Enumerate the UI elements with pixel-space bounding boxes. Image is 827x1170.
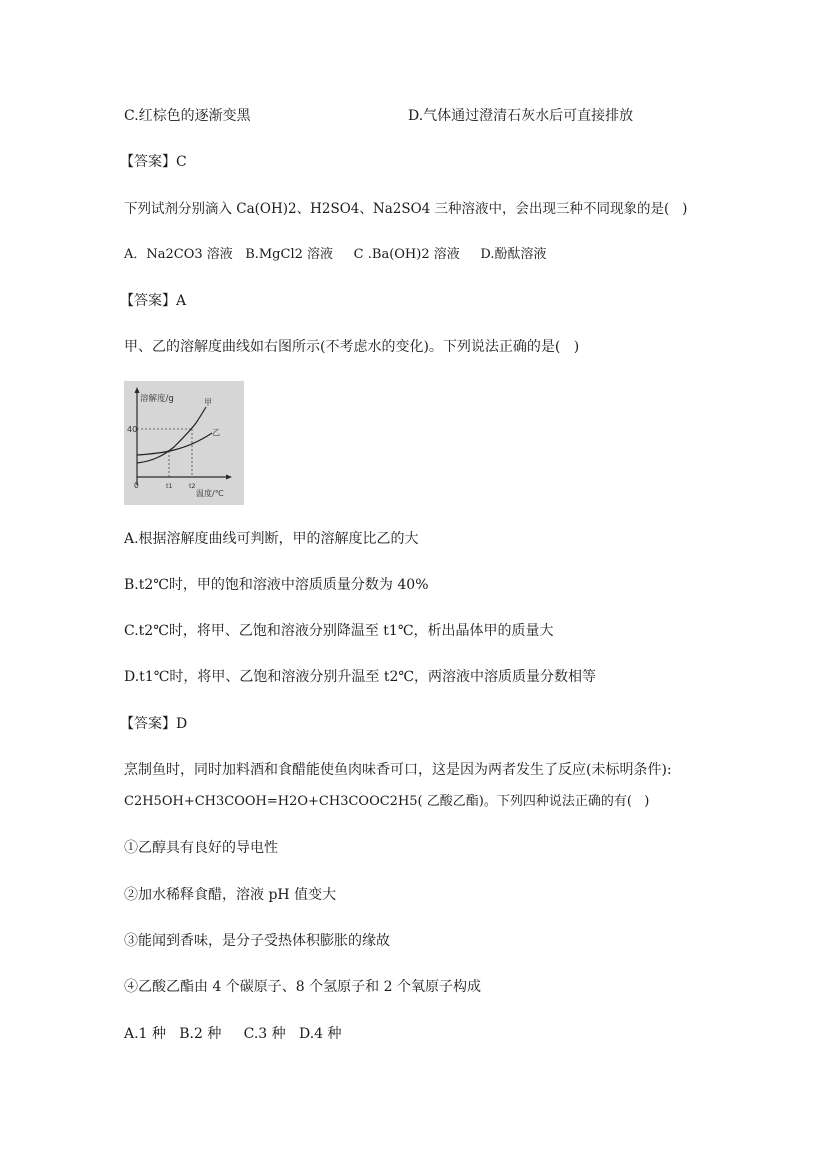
- q3-answer: 【答案】D: [120, 716, 188, 732]
- y-tick-40: 40: [127, 425, 138, 434]
- q4-statement-4: ④乙酸乙酯由 4 个碳原子、8 个氢原子和 2 个氧原子构成: [124, 979, 481, 995]
- q2-answer: 【答案】A: [120, 293, 187, 309]
- origin-label: 0: [134, 481, 139, 490]
- x-tick-t1: t1: [166, 482, 173, 490]
- curve-jia-label: 甲: [204, 398, 212, 407]
- solubility-curve-figure: [124, 381, 244, 505]
- q4-statement-3: ③能闻到香味，是分子受热体积膨胀的缘故: [124, 933, 390, 949]
- q2-stem: 下列试剂分别滴入 Ca(OH)2、H2SO4、Na2SO4 三种溶液中，会出现三种不同现象的是( ): [124, 201, 688, 217]
- q1-answer: 【答案】C: [120, 154, 187, 170]
- q3-stem: 甲、乙的溶解度曲线如右图所示(不考虑水的变化)。下列说法正确的是( ): [124, 339, 580, 355]
- q2-options: A．Na2CO3 溶液 B.MgCl2 溶液 C .Ba(OH)2 溶液 D.酚酞溶液: [124, 247, 547, 262]
- q4-stem-line2: C2H5OH+CH3COOH=H2O+CH3COOC2H5( 乙酸乙酯)。下列四种说法正确的有( ): [124, 794, 650, 809]
- q4-statement-1: ①乙醇具有良好的导电性: [124, 840, 278, 856]
- y-axis-arrow: [135, 387, 140, 393]
- q1-option-d: D.气体通过澄清石灰水后可直接排放: [408, 108, 634, 124]
- curve-yi-label: 乙: [212, 428, 220, 437]
- q1-option-c: C.红棕色的逐渐变黑: [124, 108, 251, 124]
- x-axis-arrow: [226, 475, 232, 480]
- curve-yi: [137, 433, 212, 455]
- q4-statement-2: ②加水稀释食醋，溶液 pH 值变大: [124, 887, 337, 903]
- x-axis-label: 温度/℃: [196, 489, 224, 498]
- x-tick-t2: t2: [189, 482, 196, 490]
- q3-option-c: C.t2℃时，将甲、乙饱和溶液分别降温至 t1℃，析出晶体甲的质量大: [124, 623, 554, 639]
- q3-option-d: D.t1℃时，将甲、乙饱和溶液分别升温至 t2℃，两溶液中溶质质量分数相等: [124, 669, 597, 685]
- q4-options: A.1 种 B.2 种 C.3 种 D.4 种: [124, 1026, 342, 1042]
- q4-stem-line1: 烹制鱼时，同时加料酒和食醋能使鱼肉味香可口，这是因为两者发生了反应(未标明条件):: [124, 762, 672, 778]
- q3-option-b: B.t2℃时，甲的饱和溶液中溶质质量分数为 40%: [124, 577, 429, 593]
- y-axis-label: 溶解度/g: [140, 394, 174, 404]
- q3-option-a: A.根据溶解度曲线可判断，甲的溶解度比乙的大: [124, 531, 419, 547]
